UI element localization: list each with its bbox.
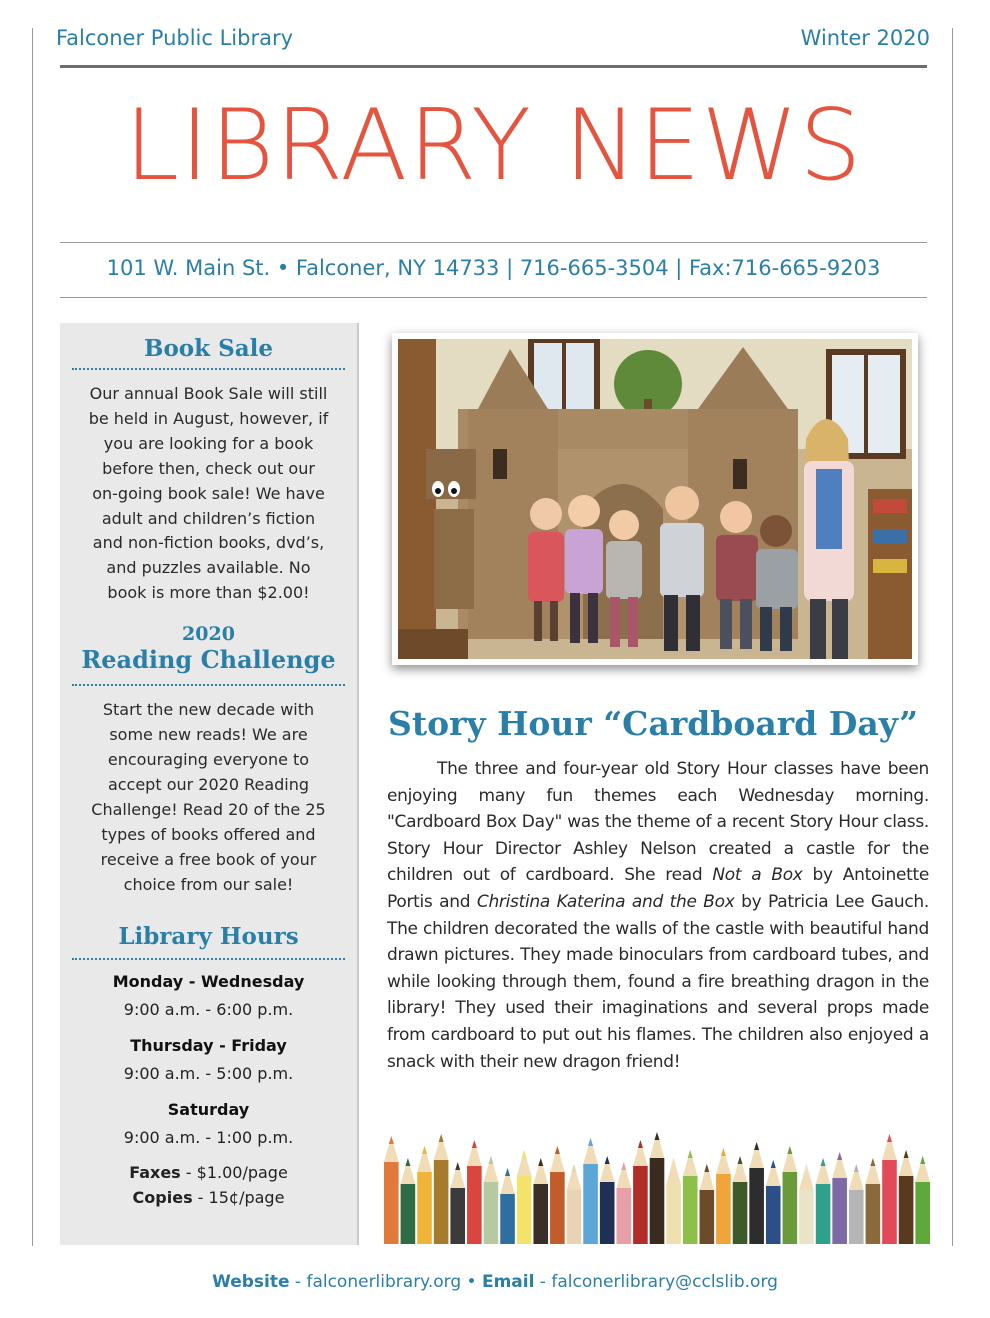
hours-days: Monday - Wednesday (112, 972, 305, 992)
pencil-shape (517, 1150, 532, 1244)
copies-line (60, 1188, 357, 1207)
pencil-shape (783, 1146, 798, 1244)
pencil-shape (832, 1152, 847, 1244)
hours-time: 9:00 a.m. - 6:00 p.m. (123, 1000, 294, 1020)
pencil-shape (467, 1140, 482, 1244)
text-line: Start the new decade with (102, 700, 315, 720)
text-line: book is more than $2.00! (107, 583, 310, 603)
text-line: before then, check out our (102, 458, 315, 478)
pencil-shape (683, 1150, 698, 1244)
pencil-shape (700, 1164, 715, 1244)
issue-label: Winter 2020 (800, 26, 930, 50)
pencil-shape (417, 1146, 432, 1244)
page-border-left (32, 28, 33, 1246)
book-sale-text (60, 382, 357, 606)
pencil-shape (716, 1148, 731, 1244)
pencil-shape (650, 1132, 665, 1244)
address-rule-bottom (60, 297, 927, 298)
text-line: choice from our sale! (123, 874, 294, 894)
pencil-shape (666, 1158, 681, 1244)
masthead-title: LIBRARY NEWS (124, 89, 863, 203)
text-line: on-going book sale! We have (92, 483, 325, 503)
text-line: types of books offered and (101, 824, 316, 844)
pencil-shape (550, 1146, 565, 1244)
footer-contact (0, 1272, 990, 1292)
book-title: Christina Katerina and the Box (476, 891, 735, 912)
sidebar (60, 323, 359, 1245)
email-label: Email (481, 1272, 535, 1292)
email-value: - falconerlibrary@cclslib.org (534, 1272, 778, 1292)
story-hour-photo (398, 339, 912, 659)
address-rule-top (60, 242, 927, 243)
copies-value: - 15¢/page (192, 1188, 285, 1208)
pencil-shape (500, 1168, 515, 1244)
text-line: you are looking for a book (103, 433, 314, 453)
text-line: accept our 2020 Reading (107, 774, 310, 794)
story-paragraph (387, 756, 929, 1075)
top-rule (60, 65, 927, 68)
page-border-right (952, 28, 953, 1246)
story-text: The three and four-year old Story Hour classes have been enjoying many fun themes each Wednesday morning. "Cardboard Box Day" was the theme of a recent Story Hour class. Story Hour Director Ashley Nelson created a castle for the children out of cardboard. She read (387, 759, 929, 886)
text-line: be held in August, however, if (88, 408, 329, 428)
text-line: some new reads! We are (109, 725, 308, 745)
pencil-shape (733, 1156, 748, 1244)
book-sale-heading: Book Sale (144, 335, 273, 362)
pencil-shape (766, 1160, 781, 1244)
challenge-text (60, 698, 357, 897)
text-line: Our annual Book Sale will still (89, 384, 328, 403)
copies-label: Copies (132, 1188, 193, 1208)
text-line: and non-fiction books, dvd’s, (92, 533, 325, 553)
pencil-shape (484, 1156, 499, 1244)
story-text: by Patricia Lee Gauch. The children decorated the walls of the castle with beautiful hand drawn pictures. They made binoculars from cardboard tubes, and while looking through them, found a fire breathing dragon in the library! They used their imaginations and several props made from cardboard to put out his flames. The children also enjoyed a snack with their new dragon friend! (387, 891, 929, 1072)
pencil-shape (749, 1142, 764, 1244)
pencil-shape (450, 1162, 465, 1244)
pencil-shape (401, 1158, 416, 1244)
challenge-heading: Reading Challenge (81, 645, 336, 675)
hours-time: 9:00 a.m. - 1:00 p.m. (123, 1128, 294, 1148)
pencil-shape (816, 1158, 831, 1244)
story-body (387, 756, 929, 1075)
pencil-shape (849, 1164, 864, 1244)
text-line: receive a free book of your (100, 849, 317, 869)
story-photo-frame (392, 333, 918, 665)
text-line: encouraging everyone to (107, 749, 310, 769)
pencil-shape (633, 1140, 648, 1244)
pencil-shape (915, 1156, 930, 1244)
text-line: and puzzles available. No (106, 558, 311, 578)
hours-heading: Library Hours (118, 923, 299, 951)
faxes-label: Faxes (129, 1163, 181, 1183)
colored-pencils-illustration (383, 1128, 931, 1244)
book-title: Not a Box (712, 865, 803, 886)
pencil-shape (384, 1136, 399, 1244)
pencil-shape (616, 1162, 631, 1244)
faxes-line (60, 1163, 357, 1182)
pencil-shape (799, 1164, 814, 1244)
faxes-value: - $1.00/page (180, 1163, 288, 1183)
pencil-shape (583, 1138, 598, 1244)
hours-time: 9:00 a.m. - 5:00 p.m. (123, 1064, 294, 1084)
story-text: by Antoinette Portis and (387, 865, 929, 912)
pencil-shape (434, 1134, 449, 1244)
pencil-shape (866, 1158, 881, 1244)
library-name: Falconer Public Library (56, 26, 294, 50)
address-line: 101 W. Main St. • Falconer, NY 14733 | 716-665-3504 | Fax:716-665-9203 (106, 256, 881, 280)
pencil-shape (899, 1150, 914, 1244)
pencil-shape (882, 1134, 897, 1244)
text-line: Challenge! Read 20 of the 25 (91, 799, 326, 819)
story-title: Story Hour “Cardboard Day” (388, 704, 919, 743)
website-value: - falconerlibrary.org • (289, 1272, 482, 1292)
text-line: adult and children’s fiction (101, 508, 316, 528)
pencil-shape (533, 1158, 548, 1244)
challenge-year: 2020 (182, 623, 235, 646)
hours-days: Thursday - Friday (130, 1036, 287, 1056)
hours-days: Saturday (167, 1100, 250, 1120)
pencil-shape (567, 1164, 582, 1244)
pencil-shape (600, 1156, 615, 1244)
website-label: Website (212, 1272, 290, 1292)
